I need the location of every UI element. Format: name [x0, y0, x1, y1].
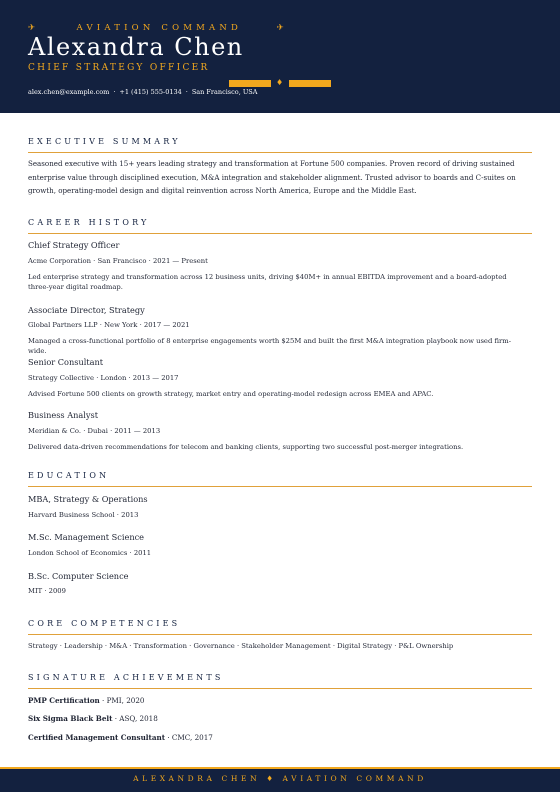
- job-title: Chief Strategy Officer: [28, 240, 120, 250]
- separator: ·: [113, 88, 116, 96]
- separator: ·: [185, 88, 188, 96]
- school-meta: London School of Economics · 2011: [28, 549, 152, 557]
- job-title: Associate Director, Strategy: [28, 305, 145, 315]
- degree: MBA, Strategy & Operations: [28, 494, 148, 504]
- job-title: Senior Consultant: [28, 357, 104, 367]
- job-meta: Global Partners LLP · New York · 2017 — 2021: [28, 321, 190, 329]
- plane-icon: ✈: [28, 23, 36, 33]
- job-description: Led enterprise strategy and transformation across 12 business units, driving $40M+ in annual EBITDA improvement and a board-adopted three-year digital roadmap.: [28, 273, 507, 291]
- competencies-list: Strategy · Leadership · M&A · Transformation · Governance · Stakeholder Management · Digital Strategy · P&L Ownership: [28, 642, 454, 650]
- achievement-name: Six Sigma Black Belt: [28, 714, 113, 723]
- job-meta: Acme Corporation · San Francisco · 2021 — Present: [28, 257, 208, 265]
- email-link[interactable]: alex.chen@example.com: [28, 88, 110, 96]
- school-meta: MIT · 2009: [28, 587, 66, 595]
- job-meta: Meridian & Co. · Dubai · 2011 — 2013: [28, 427, 161, 435]
- accent-bar-left: [229, 80, 271, 87]
- achievement-item: [28, 696, 144, 705]
- summary-text: Seasoned executive with 15+ years leading strategy and transformation at Fortune 500 companies. Proven record of driving sustained enterprise value through disciplined execution, M&A integration and stakeholder alignment. Trusted advisor to boards and C-suites on growth, operating-model design and digital reinvention across North America, Europe and the Middle East.: [28, 159, 516, 195]
- job-description: Advised Fortune 500 clients on growth strategy, market entry and operating-model redesign across EMEA and APAC.: [28, 390, 434, 398]
- accent-bar-right: [289, 80, 331, 87]
- diamond-icon: ♦: [276, 78, 284, 87]
- section-title-education: EDUCATION: [28, 471, 110, 480]
- candidate-role: CHIEF STRATEGY OFFICER: [28, 63, 210, 73]
- section-divider: [28, 634, 532, 635]
- footer-text: ALEXANDRA CHEN ♦ AVIATION COMMAND: [133, 774, 427, 783]
- achievement-detail: · ASQ, 2018: [112, 714, 158, 723]
- section-divider: [28, 486, 532, 487]
- section-divider: [28, 688, 532, 689]
- degree: M.Sc. Management Science: [28, 532, 145, 542]
- job-title: Business Analyst: [28, 410, 99, 420]
- contact-line: [28, 88, 257, 96]
- candidate-name: Alexandra Chen: [28, 33, 244, 61]
- degree: B.Sc. Computer Science: [28, 571, 129, 581]
- brand-text: AVIATION COMMAND: [76, 23, 243, 33]
- section-title-achievements: SIGNATURE ACHIEVEMENTS: [28, 673, 224, 682]
- job-meta: Strategy Collective · London · 2013 — 2017: [28, 374, 179, 382]
- achievement-detail: · PMI, 2020: [99, 696, 145, 705]
- school-meta: Harvard Business School · 2013: [28, 511, 139, 519]
- achievement-name: PMP Certification: [28, 696, 100, 705]
- plane-icon: ✈: [276, 23, 284, 33]
- achievement-detail: · CMC, 2017: [165, 733, 213, 742]
- phone: +1 (415) 555-0134: [119, 88, 182, 96]
- achievement-name: Certified Management Consultant: [28, 733, 166, 742]
- achievement-item: [28, 733, 213, 742]
- section-divider: [28, 152, 532, 153]
- section-title-career: CAREER HISTORY: [28, 218, 150, 227]
- job-description: Managed a cross-functional portfolio of 8 enterprise engagements worth $25M and built the first M&A integration playbook now used firm-wide.: [28, 337, 511, 355]
- section-title-summary: EXECUTIVE SUMMARY: [28, 137, 181, 146]
- brand-line: [28, 23, 284, 33]
- achievement-item: [28, 714, 158, 723]
- section-title-competencies: CORE COMPETENCIES: [28, 619, 181, 628]
- location: San Francisco, USA: [191, 88, 258, 96]
- job-description: Delivered data-driven recommendations for telecom and banking clients, supporting two successful post-merger integrations.: [28, 443, 464, 451]
- section-divider: [28, 233, 532, 234]
